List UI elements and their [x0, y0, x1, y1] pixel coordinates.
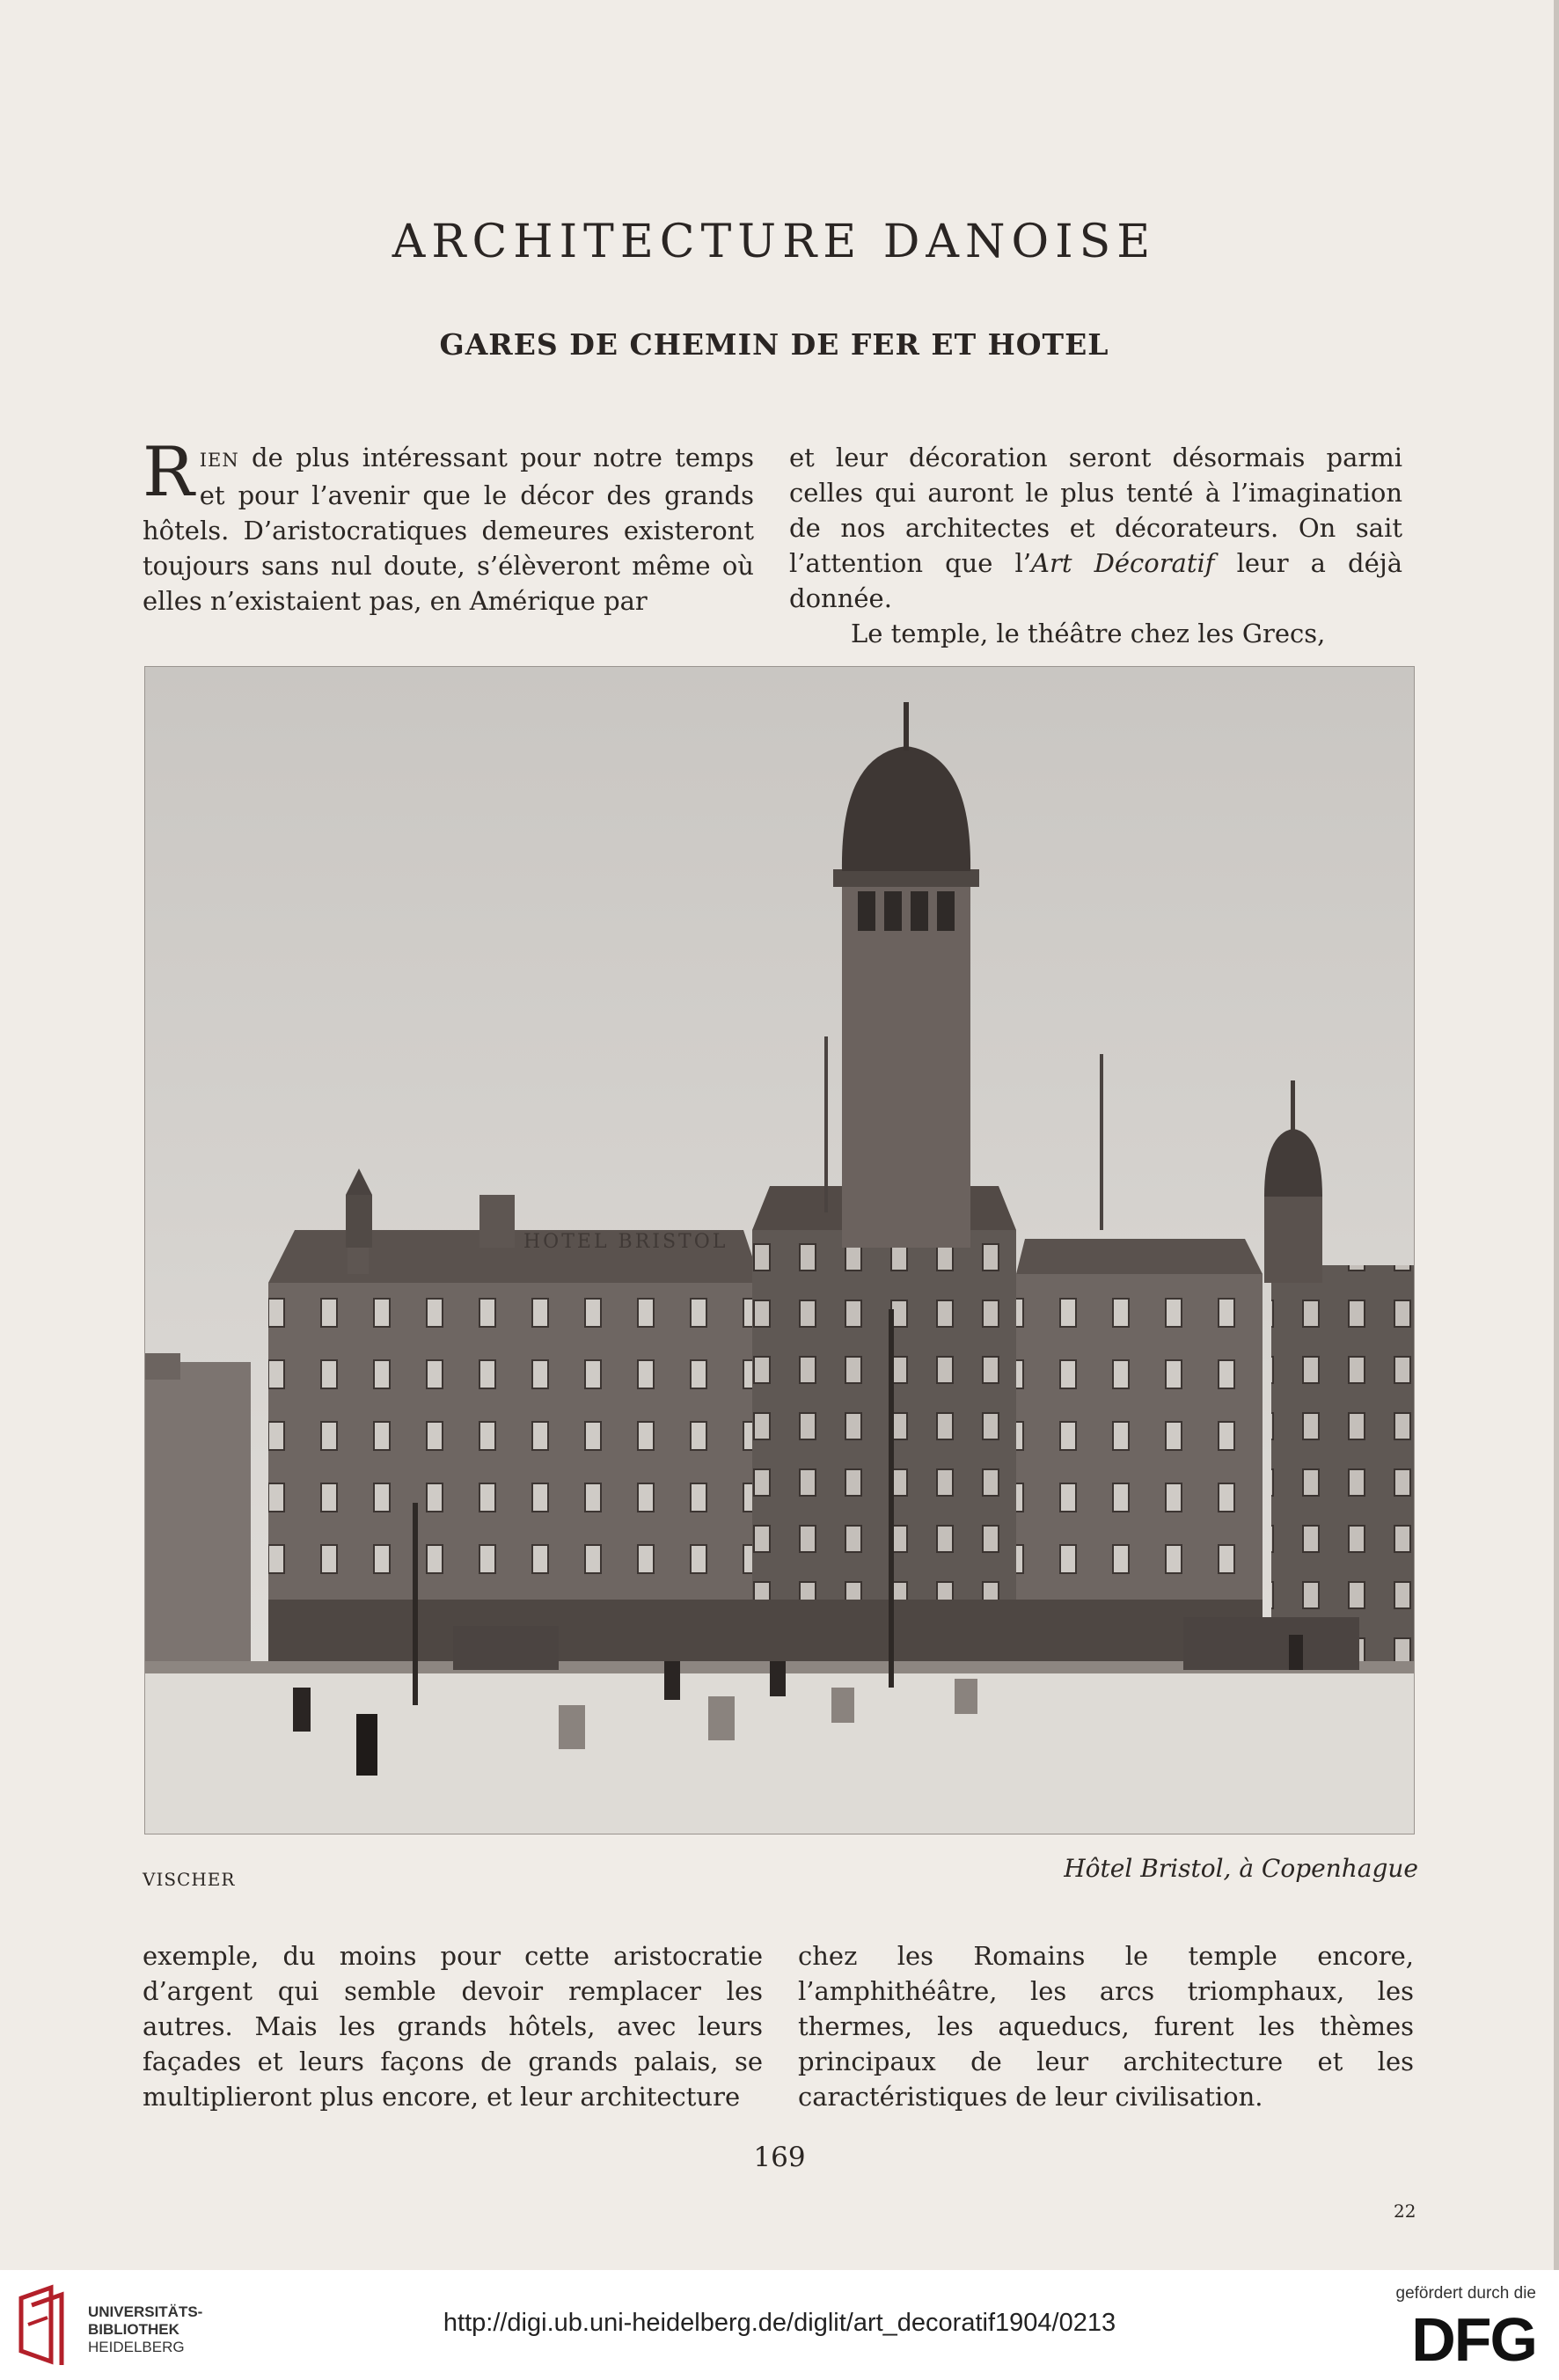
- paragraph: [789, 440, 1402, 616]
- page-subtitle: GARES DE CHEMIN DE FER ET HOTEL: [439, 327, 1109, 362]
- institution-line: BIBLIOTHEK: [88, 2321, 179, 2338]
- text-column-bottom-right: [798, 1938, 1414, 2114]
- paragraph: chez les Romains le temple encore, l’amphithéâtre, les arcs triomphaux, les thermes, les aqueducs, furent les thèmes principaux de leur architecture et les caractéristiques de leur civilisation.: [798, 1941, 1414, 2112]
- dfg-logo: DFG: [1411, 2305, 1536, 2374]
- paragraph: [789, 616, 1402, 651]
- institution-line: UNIVERSITÄTS-: [88, 2303, 203, 2320]
- small-caps-lead: IEN: [199, 450, 239, 471]
- paragraph: [143, 433, 754, 619]
- hotel-bristol-photograph: [144, 666, 1415, 1834]
- paragraph-body: de plus intéressant pour notre temps et pour l’avenir que le décor des grands hôtels. D’aristocratiques demeures existeront toujours sans nul doute, s’élèveront même où elles n’existaient pas, en Amérique par: [143, 443, 754, 616]
- text-column-top-right: [789, 440, 1402, 651]
- photo-illustration: [145, 667, 1414, 1834]
- journal-title-italic: Art Décoratif: [1031, 548, 1215, 578]
- paragraph-body-end: leur a déjà donnée.: [789, 548, 1403, 613]
- drop-cap: R: [143, 433, 194, 512]
- text-column-top-left: [143, 433, 754, 619]
- paragraph-body: Le temple, le théâtre chez les Grecs,: [851, 619, 1326, 648]
- institution-line: HEIDELBERG: [88, 2339, 185, 2355]
- text-column-bottom-left: [143, 1938, 763, 2114]
- viewer-footer: [0, 2270, 1559, 2380]
- source-url-link[interactable]: http://digi.ub.uni-heidelberg.de/diglit/art_decoratif1904/0213: [443, 2309, 1116, 2337]
- photo-credit: VISCHER: [143, 1869, 236, 1890]
- paragraph-body: et leur décoration seront désormais parmi celles qui auront le plus tenté à l’imagination de nos architectes et décorateurs. On sait l’attention que l’: [789, 443, 1402, 578]
- signature-mark: 22: [1394, 2201, 1416, 2222]
- paragraph: exemple, du moins pour cette aristocratie d’argent qui semble devoir remplacer les autres. Mais les grands hôtels, avec leurs façades et leurs façons de grands palais, se multiplieront plus encore, et leur architecture: [143, 1941, 763, 2112]
- page-number: 169: [753, 2142, 806, 2173]
- funded-by-label: gefördert durch die: [1395, 2284, 1536, 2303]
- figure-caption: Hôtel Bristol, à Copenhague: [1064, 1854, 1418, 1883]
- hotel-roof-sign: HOTEL BRISTOL: [523, 1231, 728, 1253]
- page-title: ARCHITECTURE DANOISE: [392, 216, 1157, 268]
